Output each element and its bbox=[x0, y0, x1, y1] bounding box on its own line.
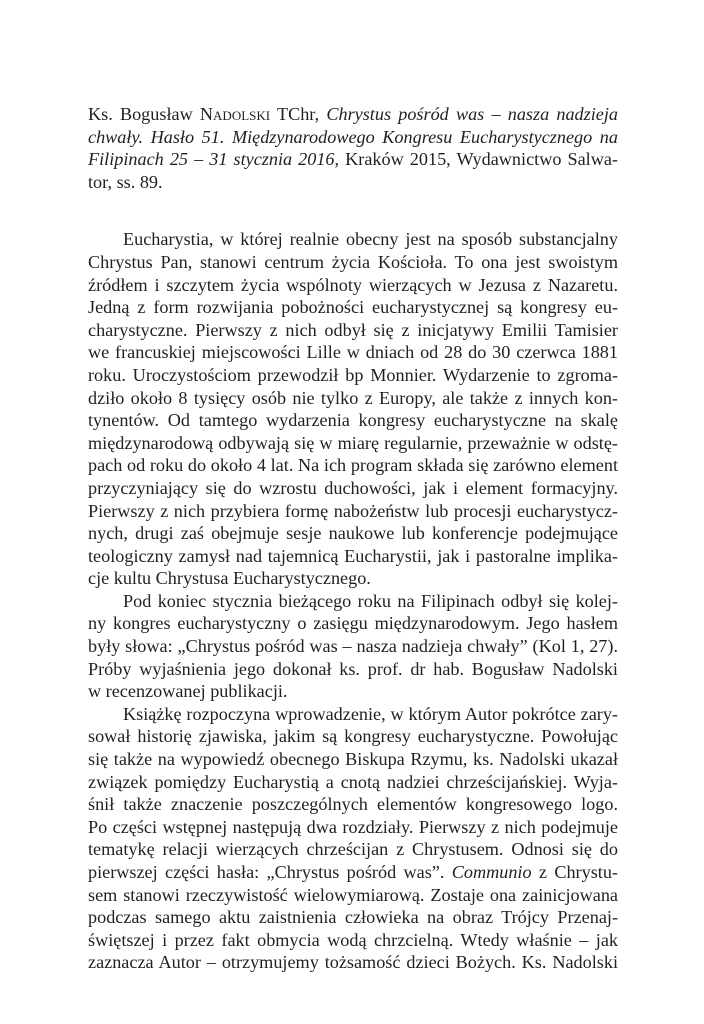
text-line: teologiczny zamysł nad tajemnicą Eucharystii, jak i pastoralne implika- bbox=[88, 545, 618, 566]
text-line: Pierwszy z nich przybiera formę nabożeństw lub procesji eucharystycz- bbox=[88, 500, 618, 521]
text-line: ny kongres eucharystyczny o zasięgu międzynarodowym. Jego hasłem bbox=[88, 613, 618, 634]
text-line: międzynarodową odbywają się w miarę regularnie, przeważnie w odstę- bbox=[88, 432, 618, 453]
text-line: pierwszej części hasła: „Chrystus pośród was”. Communio z Chrystu- bbox=[88, 862, 618, 882]
text-line: tynentów. Od tamtego wydarzenia kongresy eucharystyczne na skalę bbox=[88, 410, 618, 431]
text-line: zaznacza Autor – otrzymujemy tożsamość dzieci Bożych. Ks. Nadolski bbox=[88, 952, 618, 973]
text-line: nych, drugi zaś obejmuje sesje naukowe lub konferencje podejmujące bbox=[88, 523, 618, 544]
text-line: Jedną z form rozwijania pobożności eucharystycznej są kongresy eu- bbox=[88, 297, 618, 318]
text-line: sem stanowi rzeczywistość wielowymiarową. Zostaje ona zainicjowana bbox=[88, 884, 618, 905]
publication-info: tor, ss. 89. bbox=[88, 171, 163, 192]
text-line: się także na wypowiedź obecnego Biskupa Rzymu, ks. Nadolski ukazał bbox=[88, 749, 618, 770]
text-line: Po części wstępnej następują dwa rozdziały. Pierwszy z nich podejmuje bbox=[88, 816, 618, 837]
book-title: Chrystus pośród was – nasza nadzieja bbox=[326, 104, 618, 124]
author-suffix: TChr, bbox=[270, 104, 327, 124]
text-line: Próby wyjaśnienia jego dokonał ks. prof. dr hab. Bogusław Nadolski bbox=[88, 658, 618, 679]
text-line: śnił także znaczenie poszczególnych elementów kongresowego logo. bbox=[88, 794, 618, 815]
publication-info: , Kraków 2015, Wydawnictwo Salwa- bbox=[334, 149, 618, 170]
text-line: były słowa: „Chrystus pośród was – nasza nadzieja chwały” (Kol 1, 27). bbox=[88, 636, 618, 657]
paragraph bbox=[88, 590, 618, 703]
book-title: chwały. Hasło 51. Międzynarodowego Kongresu Eucharystycznego na bbox=[88, 126, 618, 147]
text-line: charystyczne. Pierwszy z nich odbył się z inicjatywy Emilii Tamisier bbox=[88, 319, 618, 340]
text-line: Pod koniec stycznia bieżącego roku na Filipinach odbył się kolej- bbox=[123, 590, 618, 611]
text-line: Eucharystia, w której realnie obecny jest na sposób substancjalny bbox=[123, 229, 618, 250]
text-line: w recenzowanej publikacji. bbox=[88, 681, 288, 702]
document-page bbox=[88, 103, 618, 974]
text-line: dziło około 8 tysięcy osób nie tylko z Europy, ale także z innych kon- bbox=[88, 387, 618, 408]
book-title: Filipinach 25 – 31 stycznia 2016 bbox=[88, 149, 335, 170]
text-line: cje kultu Chrystusa Eucharystycznego. bbox=[88, 568, 371, 589]
text-line: źródłem i szczytem życia wspólnoty wierzących w Jezusa z Nazaretu. bbox=[88, 274, 618, 295]
text-line: roku. Uroczystościom przewodził bp Monnier. Wydarzenie to zgroma- bbox=[88, 364, 618, 385]
text-line: we francuskiej miejscowości Lille w dniach od 28 do 30 czerwca 1881 bbox=[88, 342, 618, 363]
paragraph bbox=[88, 228, 618, 590]
text-line: tematykę relacji wierzących chrześcijan z Chrystusem. Odnosi się do bbox=[88, 839, 618, 860]
book-citation bbox=[88, 103, 618, 193]
text-line: podczas samego aktu zaistnienia człowieka na obraz Trójcy Przenaj- bbox=[88, 907, 618, 928]
text-line: przyczyniający się do wzrostu duchowości, jak i element formacyjny. bbox=[88, 477, 618, 498]
text-line: pach od roku do około 4 lat. Na ich program składa się zarówno element bbox=[88, 455, 618, 476]
text-line: Chrystus Pan, stanowi centrum życia Kościoła. To ona jest swoistym bbox=[88, 251, 618, 272]
text-line: Książkę rozpoczyna wprowadzenie, w którym Autor pokrótce zary- bbox=[123, 703, 618, 724]
text-line: sował historię zjawiska, jakim są kongresy eucharystyczne. Powołując bbox=[88, 726, 618, 747]
author-surname: Nadolski bbox=[199, 104, 271, 124]
text-line: świętszej i przez fakt obmycia wodą chrzcielną. Wtedy właśnie – jak bbox=[88, 929, 618, 950]
text-line: związek pomiędzy Eucharystią a cnotą nadziei chrześcijańskiej. Wyja- bbox=[88, 771, 618, 792]
review-body bbox=[88, 228, 618, 974]
citation-prefix: Ks. Bogusław bbox=[88, 104, 200, 124]
paragraph bbox=[88, 703, 618, 974]
